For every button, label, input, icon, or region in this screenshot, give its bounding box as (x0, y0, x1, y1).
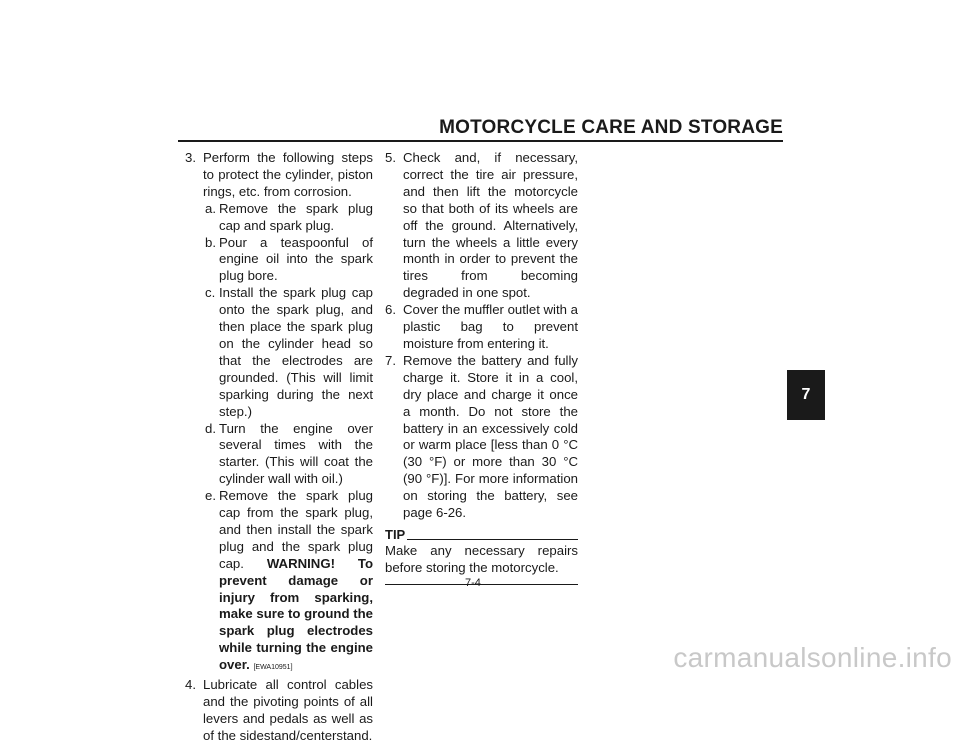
sub-text: Turn the engine over several times with the starter. (This will coat the cylinder wall with oil.) (219, 420, 373, 487)
watermark: carmanualsonline.info (673, 642, 952, 673)
sub-text: Remove the spark plug cap from the spark plug, and then install the spark plug and the spark plug cap. (219, 488, 373, 571)
tip-rule (407, 539, 578, 540)
right-column (385, 150, 578, 585)
chapter-tab: 7 (787, 370, 825, 420)
item-text: Remove the battery and fully charge it. Store it in a cool, dry place and charge it once a month. Do not store the battery in an excessively cold or warm place [less than 0 °C (30 °F) or more than 30 °C (90 °F)]. For more information on storing the battery, see page 6-26. (403, 352, 578, 521)
sub-text: Pour a teaspoonful of engine oil into the spark plug bore. (219, 234, 373, 284)
sub-item-d (205, 421, 373, 489)
item-number: 5. (385, 150, 396, 165)
sub-text: Remove the spark plug cap and spark plug. (219, 200, 373, 233)
sub-letter: e. (205, 488, 216, 504)
sub-item-c (205, 285, 373, 420)
tip-bottom-rule (385, 584, 578, 585)
tip-text: Make any necessary repairs before storing the motorcycle. (385, 542, 578, 575)
sub-letter: b. (205, 234, 216, 250)
list-item-6 (385, 302, 578, 353)
tip-label: TIP (385, 526, 406, 542)
item-text: Perform the following steps to protect the cylinder, piston rings, etc. from corrosion. (203, 150, 373, 199)
sub-letter: d. (205, 420, 216, 436)
item-text: Lubricate all control cables and the pivoting points of all levers and pedals as well as of the sidestand/centerstand. (203, 677, 373, 743)
list-item-5 (385, 150, 578, 302)
page-number: 7-4 (465, 577, 481, 589)
warning-code: [EWA10951] (253, 664, 293, 672)
header-rule (178, 140, 783, 142)
sub-text: Install the spark plug cap onto the spark plug, and then place the spark plug on the cylinder head so that the electrodes are grounded. (This will limit sparking during the next step.) (219, 285, 373, 419)
item-text: Cover the muffler outlet with a plastic bag to prevent moisture from entering it. (403, 302, 578, 351)
sub-item-e (205, 488, 373, 677)
item-number: 4. (185, 677, 196, 693)
item-number: 3. (185, 150, 196, 165)
warning-text: WARNING! To prevent damage or injury from sparking, make sure to ground the spark plug electrodes while turning the engine over. (219, 555, 373, 673)
sub-letter: c. (205, 285, 216, 301)
sub-letter: a. (205, 200, 216, 216)
tip-header (385, 528, 578, 541)
list-item-4 (185, 677, 373, 745)
list-item-3 (185, 150, 373, 677)
item-number: 6. (385, 302, 396, 318)
left-column (185, 150, 373, 745)
sub-item-b (205, 235, 373, 286)
page-title: MOTORCYCLE CARE AND STORAGE (439, 117, 783, 138)
list-item-7 (385, 353, 578, 522)
item-text: Check and, if necessary, correct the tire air pressure, and then lift the motorcycle so that both of its wheels are off the ground. Alternatively, turn the wheels a little every month in order to prevent the tires from becoming degraded in one spot. (403, 150, 578, 301)
item-number: 7. (385, 352, 396, 368)
sub-item-a (205, 201, 373, 235)
